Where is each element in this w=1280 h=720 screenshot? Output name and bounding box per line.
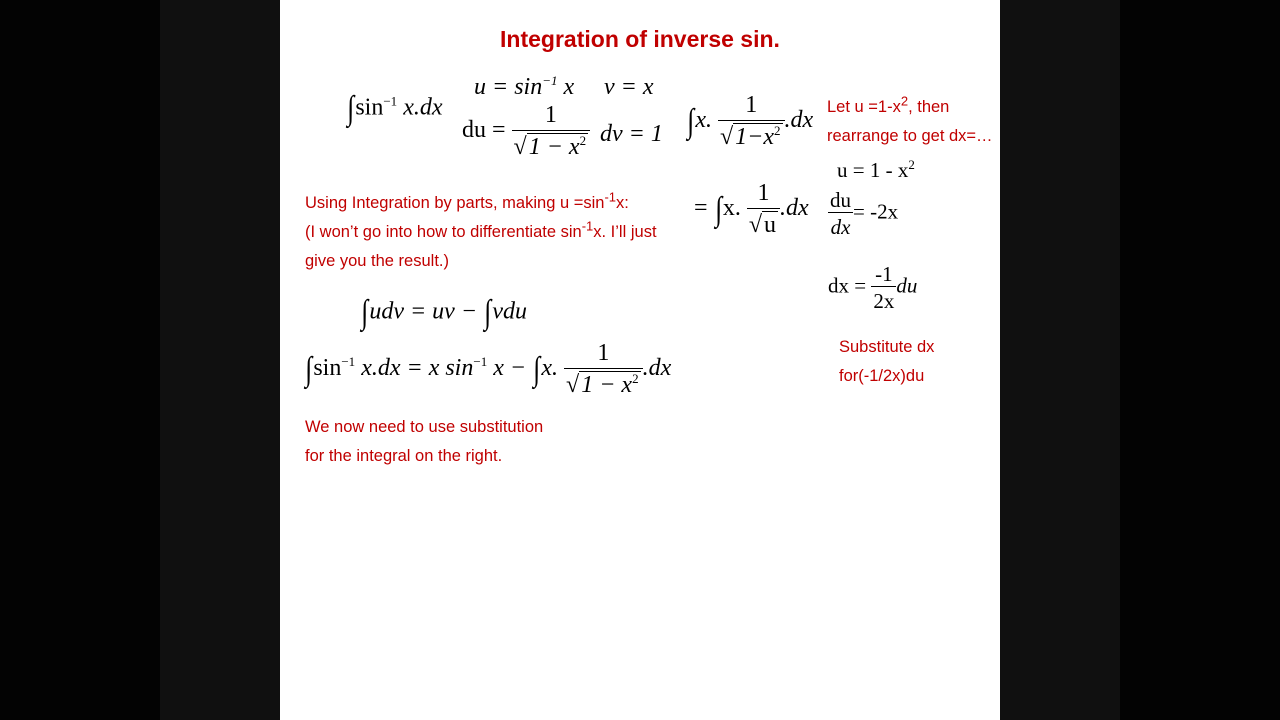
parts-formula: [360, 296, 527, 330]
middle-integral-1: [686, 92, 813, 151]
middle-fraction-2: [747, 180, 780, 239]
du-equation: [462, 102, 590, 161]
text: u = 1 - x: [837, 158, 909, 182]
explanation-line-3: give you the result.): [305, 252, 449, 270]
applied-fraction: [564, 340, 643, 399]
parts-lhs: udv = uv −: [369, 298, 478, 325]
text: x −: [487, 355, 527, 382]
superscript: −1: [542, 73, 558, 88]
fraction-numerator: 1: [597, 340, 610, 366]
fraction-numerator: du: [830, 188, 851, 212]
substitute-line-2: for(-1/2x)du: [839, 367, 925, 385]
radicand: 1 − x: [581, 371, 633, 398]
text: x.dx = x sin: [355, 355, 474, 382]
du-fraction: [512, 102, 591, 161]
substitute-note: [839, 333, 934, 391]
text: Let u =1-x: [827, 98, 901, 116]
text: dx =: [828, 273, 867, 298]
text: .dx: [642, 355, 672, 382]
fraction-denominator: dx: [828, 212, 853, 239]
text: sin: [313, 355, 342, 382]
text: du: [896, 273, 918, 298]
integral-sign: ∫: [305, 350, 313, 388]
integral-sign: ∫: [714, 190, 722, 228]
frame-left-inner: [160, 0, 280, 720]
substitution-note: [305, 413, 543, 471]
superscript: 2: [774, 122, 781, 138]
dv-definition: dv = 1: [600, 121, 663, 147]
let-substitution-text: [827, 93, 993, 151]
let-line-1: [827, 93, 993, 122]
middle-fraction-1: [718, 92, 785, 151]
integral-sign: ∫: [484, 294, 492, 331]
u-definition: [474, 74, 574, 101]
note-line-1: We now need to use substitution: [305, 418, 544, 436]
u-def-text: u = sin: [474, 74, 543, 100]
u-def-tail: x: [557, 74, 575, 100]
middle-integral-2: [694, 180, 809, 239]
applied-parts-equation: [304, 340, 671, 399]
text: x:: [616, 194, 629, 212]
let-line-2: rearrange to get dx=…: [827, 127, 993, 145]
superscript: −1: [341, 354, 356, 370]
fraction-numerator: -1: [875, 262, 893, 286]
u-substitution: [837, 158, 915, 183]
fraction-numerator: 1: [745, 92, 758, 118]
substitute-line-1: Substitute dx: [839, 338, 935, 356]
dx-equation: [828, 262, 917, 313]
superscript: 2: [632, 370, 639, 386]
text: x.: [695, 107, 712, 134]
fraction-denominator: $√1 - x^2$: [564, 368, 643, 400]
explanation-line-2: [305, 218, 657, 247]
fraction-denominator: √u: [747, 208, 780, 240]
text: Using Integration by parts, making u =sin: [305, 194, 605, 212]
radicand: 1 − x: [528, 133, 580, 160]
text: = -2x: [853, 199, 899, 224]
explanation-text: [305, 189, 657, 276]
text: =: [694, 195, 708, 222]
fraction-numerator: 1: [757, 180, 770, 206]
text: .dx: [784, 107, 814, 134]
integral-sign: ∫: [687, 102, 695, 140]
text: .dx: [780, 195, 809, 222]
fraction-numerator: 1: [544, 102, 557, 128]
integral-sign: ∫: [533, 350, 541, 388]
superscript: 2: [579, 132, 587, 148]
superscript: 2: [908, 157, 915, 172]
radicand: 1−x: [735, 123, 775, 150]
integral-sign: ∫: [361, 294, 369, 331]
du-dx-fraction: [828, 188, 853, 239]
superscript: 2: [900, 93, 909, 109]
text: (I won’t go into how to differentiate sin: [305, 223, 582, 241]
text: x.: [541, 355, 559, 382]
explanation-line-1: [305, 189, 657, 218]
text: x. I’ll just: [593, 223, 657, 241]
fraction-denominator: 2x: [871, 286, 896, 313]
superscript: -1: [581, 218, 594, 234]
integral-sin-inverse: [346, 92, 443, 126]
superscript: −1: [473, 354, 488, 370]
fraction-denominator: $√1 - x^2$: [512, 130, 591, 162]
du-lhs: du =: [462, 117, 506, 144]
slide-title: Integration of inverse sin.: [500, 26, 780, 52]
superscript: −1: [383, 93, 398, 109]
x-dx-text: x.dx: [403, 94, 443, 121]
frame-right-inner: [1000, 0, 1120, 720]
text: , then: [908, 98, 950, 116]
parts-rhs: vdu: [492, 298, 528, 325]
sin-text: sin: [355, 94, 384, 121]
frame-left-outer: [0, 0, 160, 720]
fraction-denominator: $√1-x^2$: [718, 120, 785, 152]
note-line-2: for the integral on the right.: [305, 447, 503, 465]
slide: [280, 0, 1000, 720]
text: x.: [722, 195, 741, 222]
integral-sign: ∫: [347, 90, 355, 127]
du-dx-equation: [828, 188, 898, 239]
dx-fraction: [871, 262, 896, 313]
superscript: -1: [604, 189, 617, 205]
frame-right-outer: [1120, 0, 1280, 720]
radicand: u: [764, 211, 777, 238]
v-definition: v = x: [604, 74, 654, 100]
